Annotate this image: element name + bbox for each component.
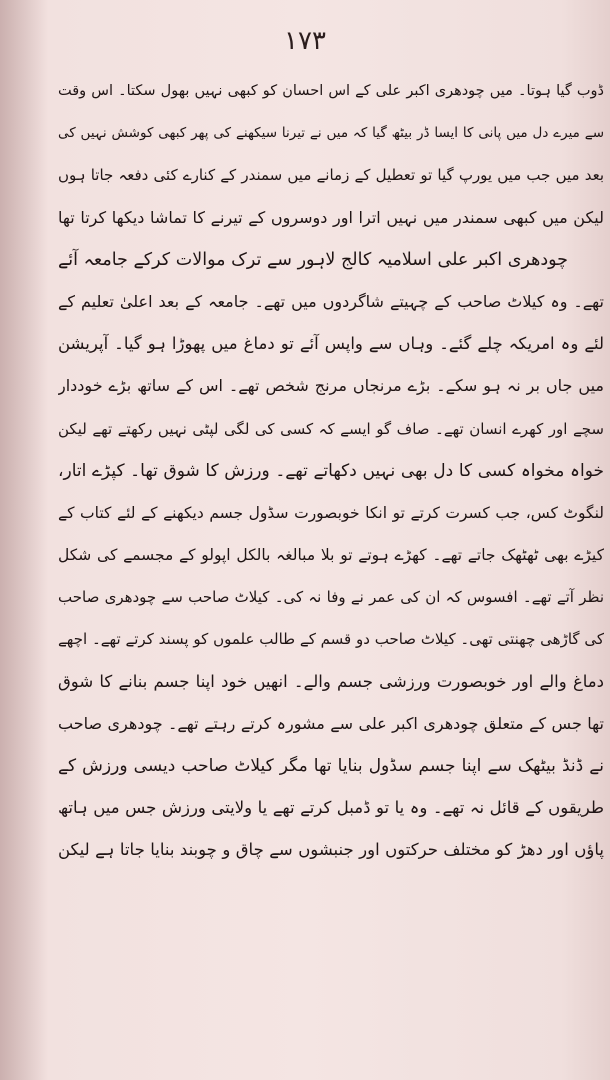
text-line: تھا جس کے متعلق چودھری اکبر علی سے مشورہ کرتے رہتے تھے۔ چودھری صاحب [58,713,604,733]
text-line: میں جاں بر نہ ہو سکے۔ بڑے مرنجاں مرنج شخص تھے۔ اس کے ساتھ بڑے خوددار [58,376,604,396]
text-line: نظر آتے تھے۔ افسوس کہ ان کی عمر نے وفا نہ کی۔ کیلاٹ صاحب سے چودھری صاحب [58,588,604,607]
text-line: کیڑے بھی ٹھٹھک جاتے تھے۔ کھڑے ہوتے تو بلا مبالغہ بالکل اپولو کے مجسمے کی شکل [58,546,604,565]
page-number: ۱۷۳ [284,26,326,56]
text-line: سچے اور کھرے انسان تھے۔ صاف گو ایسے کہ کسی کی لگی لپٹی نہیں رکھتے تھے لیکن [58,419,604,438]
text-line: کی گاڑھی چھنتی تھی۔ کیلاٹ صاحب دو قسم کے طالب علموں کو پسند کرتے تھے۔ اچھے [58,630,604,649]
text-line: نے ڈنڈ بیٹھک سے اپنا جسم سڈول بنایا تھا مگر کیلاٹ صاحب دیسی ورزش کے [58,756,604,776]
body-text [58,70,604,872]
paragraph-first-line: چودھری اکبر علی اسلامیہ کالج لاہور سے ترک موالات کرکے جامعہ آئے [58,249,568,270]
text-line: دماغ والے اور خوبصورت ورزشی جسم والے۔ انھیں خود اپنا جسم بنانے کا شوق [58,671,604,691]
text-line: بعد میں جب میں یورپ گیا تو تعطیل کے زمانے میں سمندر کے کنارے کئی دفعہ جاتا ہوں [58,166,604,185]
text-line: لئے وہ امریکہ چلے گئے۔ وہاں سے واپس آئے تو دماغ میں پھوڑا ہو گیا۔ آپریشن [58,334,604,354]
text-line: سے میرے دل میں پانی کا ایسا ڈر بیٹھ گیا کہ میں نے تیرنا سیکھنے کی پھر کبھی کوشش نہیں کی [58,125,604,142]
text-line: خواہ مخواہ کسی کا دل بھی نہیں دکھاتے تھے۔ ورزش کا شوق تھا۔ کپڑے اتار، [58,460,604,481]
text-line: ڈوب گیا ہوتا۔ میں چودھری اکبر علی کے اس احسان کو کبھی نہیں بھول سکتا۔ اس وقت [58,83,604,99]
text-line: تھے۔ وہ کیلاٹ صاحب کے چہیتے شاگردوں میں تھے۔ جامعہ کے بعد اعلیٰ تعلیم کے [58,291,604,311]
page-binding-shadow [0,0,48,1080]
text-line: لیکن میں کبھی سمندر میں نہیں اترا اور دوسروں کے تیرنے کا تماشا دیکھا کرتا تھا [58,207,604,227]
text-line: طریقوں کے قائل نہ تھے۔ وہ یا تو ڈمبل کرتے تھے یا ولایتی ورزش جس میں ہاتھ [58,798,604,818]
text-line: پاؤں اور دھڑ کو مختلف حرکتوں اور جنبشوں سے چاق و چوبند بنایا جاتا ہے لیکن [58,840,604,860]
text-line: لنگوٹ کس، جب کسرت کرتے تو انکا خوبصورت سڈول جسم دیکھنے کے لئے کتاب کے [58,503,604,522]
